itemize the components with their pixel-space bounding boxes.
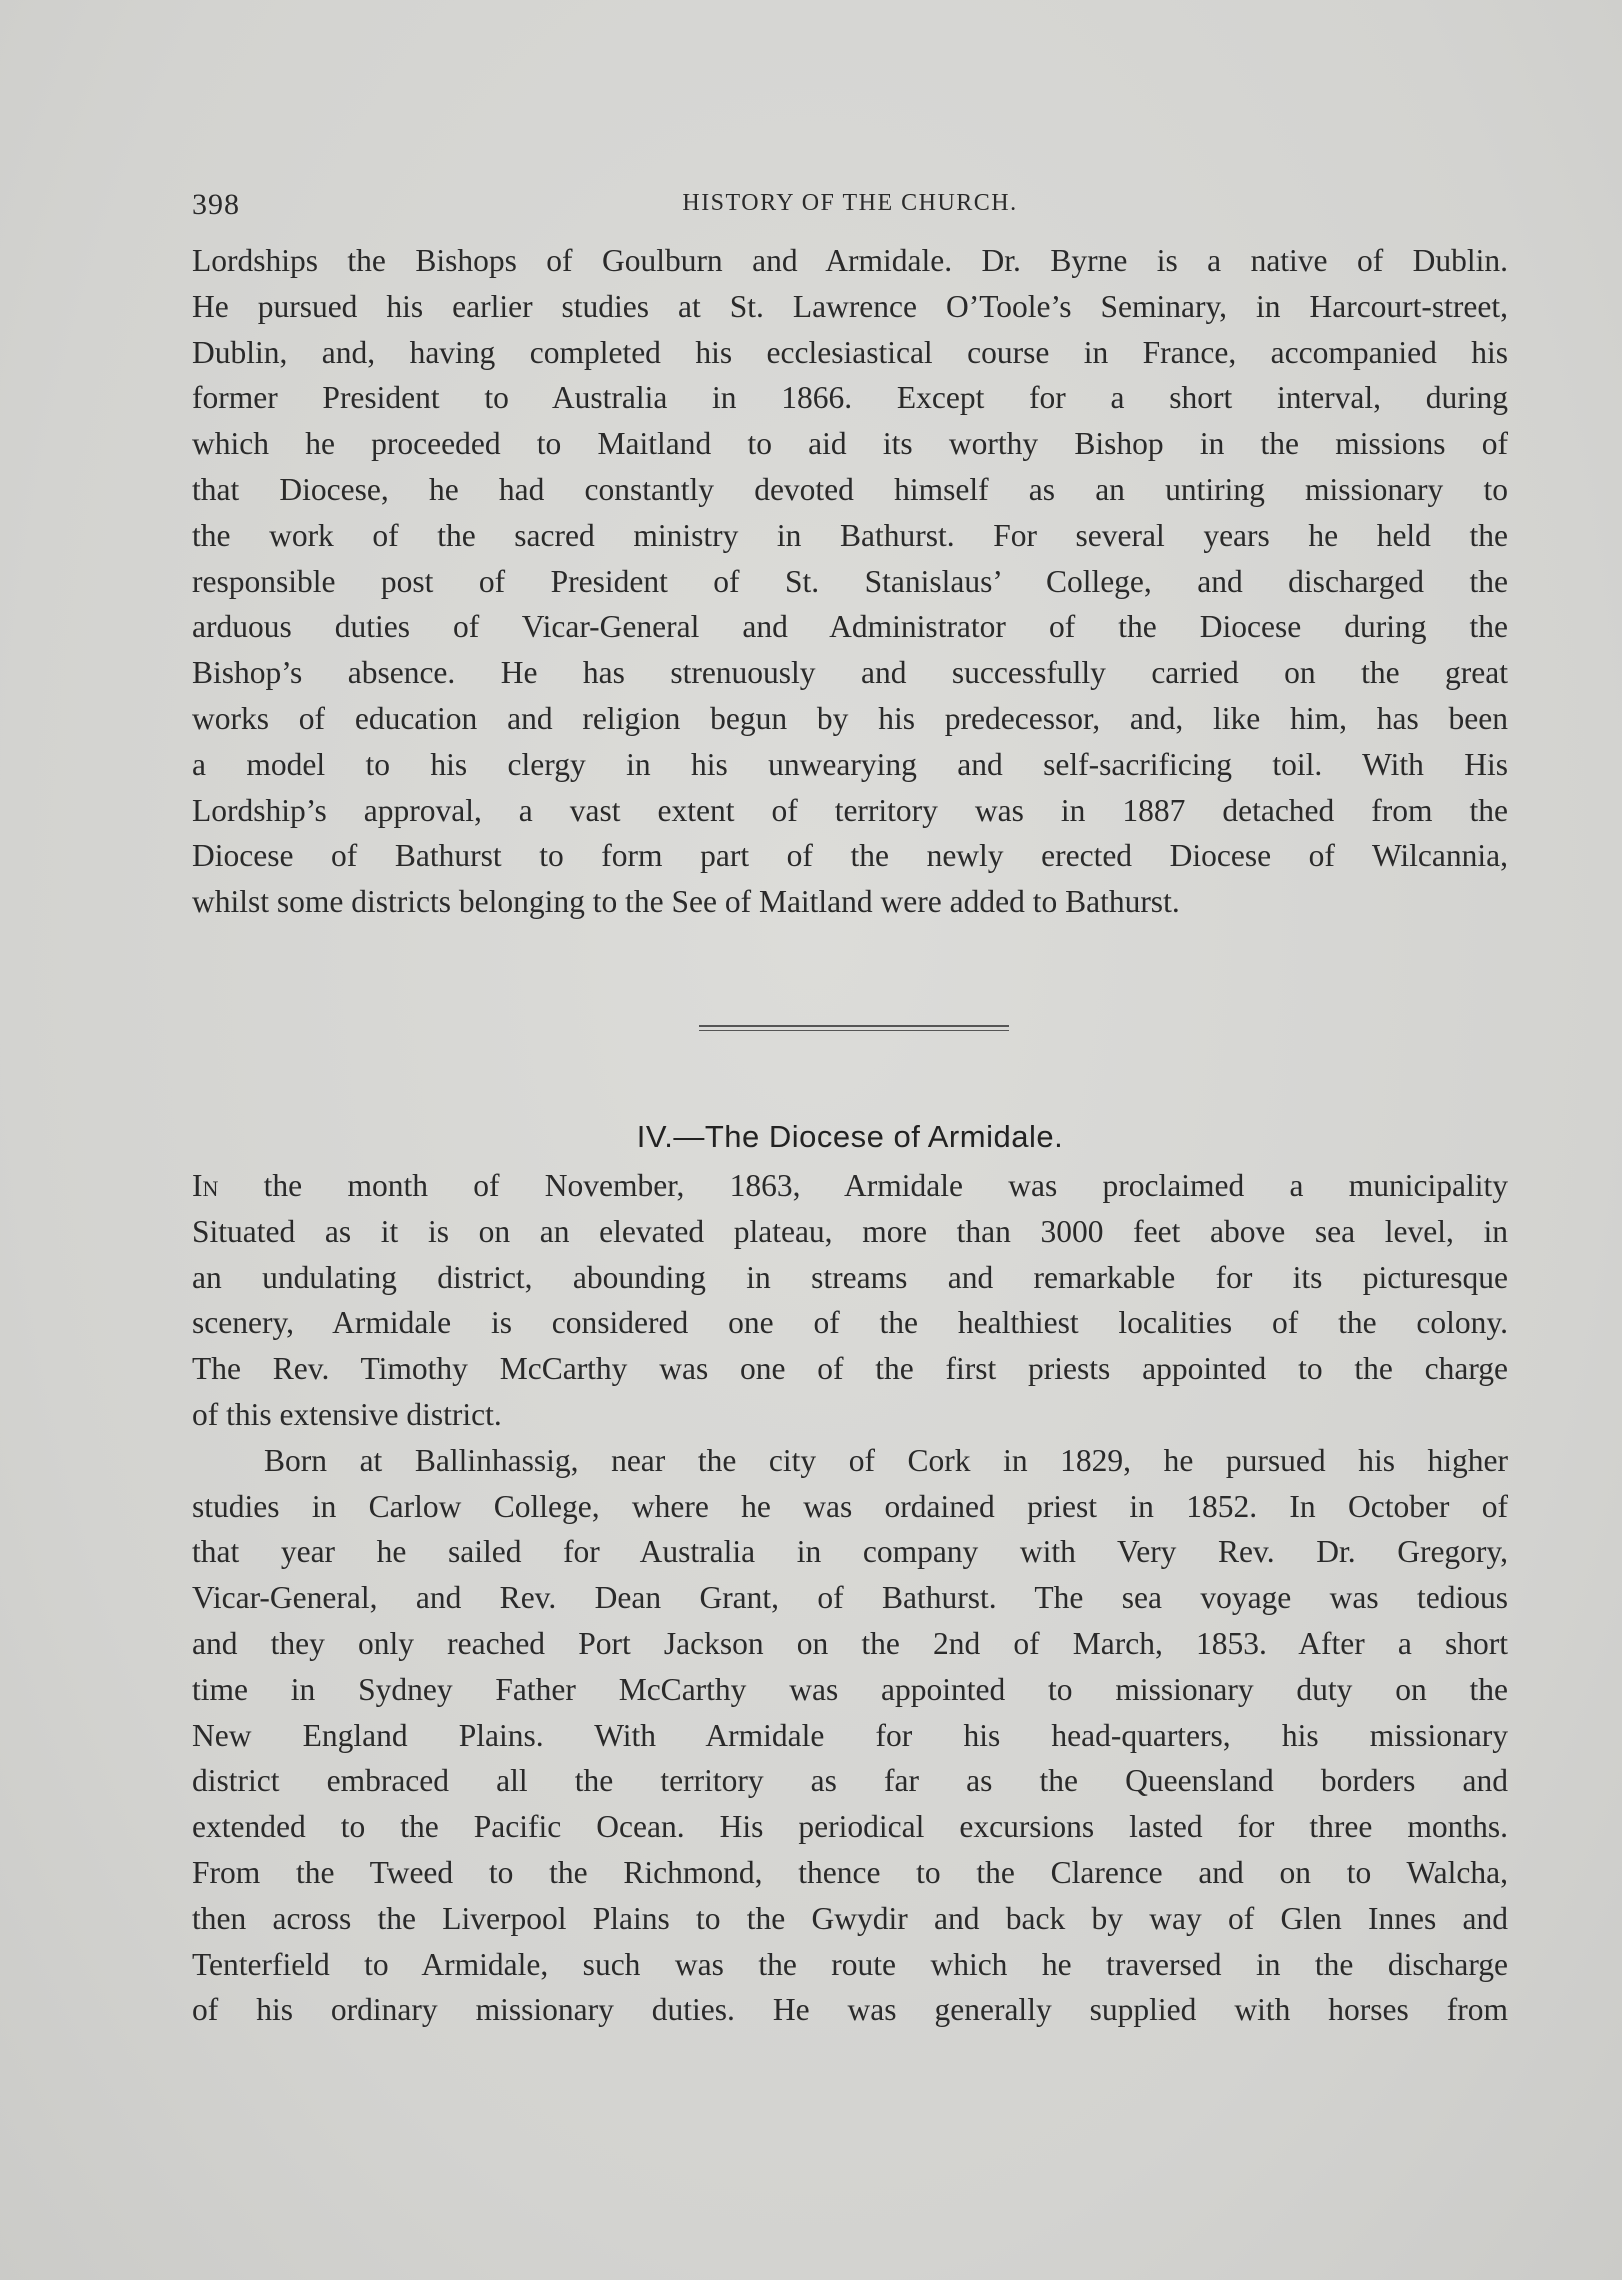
text-line: Situated as it is on an elevated plateau, more than 3000 feet above sea level, in (192, 1213, 1508, 1249)
text-line: an undulating district, abounding in streams and remarkable for its picturesque (192, 1259, 1508, 1295)
text-line: Bishop’s absence. He has strenuously and successfully carried on the great (192, 655, 1508, 691)
book-page (192, 180, 1508, 2033)
section-heading: IV.—The Diocese of Armidale. (636, 1118, 1064, 1154)
text-line: studies in Carlow College, where he was ordained priest in 1852. In October of (192, 1488, 1508, 1524)
text-line: which he proceeded to Maitland to aid its worthy Bishop in the missions of (192, 426, 1508, 462)
page-number: 398 (192, 188, 240, 221)
text-line: arduous duties of Vicar-General and Administrator of the Diocese during the (192, 609, 1508, 645)
text-line (192, 1163, 1508, 1209)
text-line: that Diocese, he had constantly devoted himself as an untiring missionary to (192, 471, 1508, 507)
text-line: The Rev. Timothy McCarthy was one of the first priests appointed to the charge (192, 1351, 1508, 1387)
text-line: works of education and religion begun by his predecessor, and, like him, has been (192, 700, 1508, 736)
text-line: a model to his clergy in his unwearying and self-sacrificing toil. With His (192, 746, 1508, 782)
text-line: district embraced all the territory as far as the Queensland borders and (192, 1763, 1508, 1799)
text-line: extended to the Pacific Ocean. His periodical excursions lasted for three months. (192, 1809, 1508, 1845)
running-title: HISTORY OF THE CHURCH. (682, 190, 1018, 216)
text-line: Diocese of Bathurst to form part of the newly erected Diocese of Wilcannia, (192, 838, 1508, 874)
section-paragraph-1 (192, 1163, 1508, 1438)
text-line: Lordships the Bishops of Goulburn and Armidale. Dr. Byrne is a native of Dublin. (192, 243, 1508, 278)
text-line: former President to Australia in 1866. Except for a short interval, during (192, 380, 1508, 416)
opening-paragraph (192, 238, 1508, 925)
text-line: then across the Liverpool Plains to the Gwydir and back by way of Glen Innes and (192, 1900, 1508, 1936)
text-line: that year he sailed for Australia in company with Very Rev. Dr. Gregory, (192, 1534, 1508, 1570)
text-line: Dublin, and, having completed his ecclesiastical course in France, accompanied his (192, 334, 1508, 370)
text-line: Born at Ballinhassig, near the city of Cork in 1829, he pursued his higher (264, 1442, 1508, 1478)
text-line: of his ordinary missionary duties. He was generally supplied with horses from (192, 1992, 1508, 2028)
running-head (192, 180, 1508, 230)
text-line: and they only reached Port Jackson on the 2nd of March, 1853. After a short (192, 1625, 1508, 1661)
text-line-rest: the month of November, 1863, Armidale was proclaimed a municipality (218, 1167, 1508, 1203)
dropcap-word: In (192, 1167, 219, 1203)
text-line: time in Sydney Father McCarthy was appointed to missionary duty on the (192, 1671, 1508, 1707)
text-line: He pursued his earlier studies at St. Lawrence O’Toole’s Seminary, in Harcourt-street, (192, 288, 1508, 324)
section-divider-rule (699, 1025, 1009, 1031)
text-line: the work of the sacred ministry in Bathurst. For several years he held the (192, 517, 1508, 553)
text-line: scenery, Armidale is considered one of the healthiest localities of the colony. (192, 1305, 1508, 1341)
text-line: Vicar-General, and Rev. Dean Grant, of Bathurst. The sea voyage was tedious (192, 1580, 1508, 1616)
text-line: New England Plains. With Armidale for his head-quarters, his missionary (192, 1717, 1508, 1753)
text-line: Tenterfield to Armidale, such was the route which he traversed in the discharge (192, 1946, 1508, 1982)
text-line: of this extensive district. (192, 1396, 502, 1432)
text-line: responsible post of President of St. Stanislaus’ College, and discharged the (192, 563, 1508, 599)
section-paragraph-2 (192, 1438, 1508, 2033)
text-line: From the Tweed to the Richmond, thence to the Clarence and on to Walcha, (192, 1854, 1508, 1890)
text-line: Lordship’s approval, a vast extent of territory was in 1887 detached from the (192, 792, 1508, 828)
text-line: whilst some districts belonging to the See of Maitland were added to Bathurst. (192, 884, 1180, 920)
